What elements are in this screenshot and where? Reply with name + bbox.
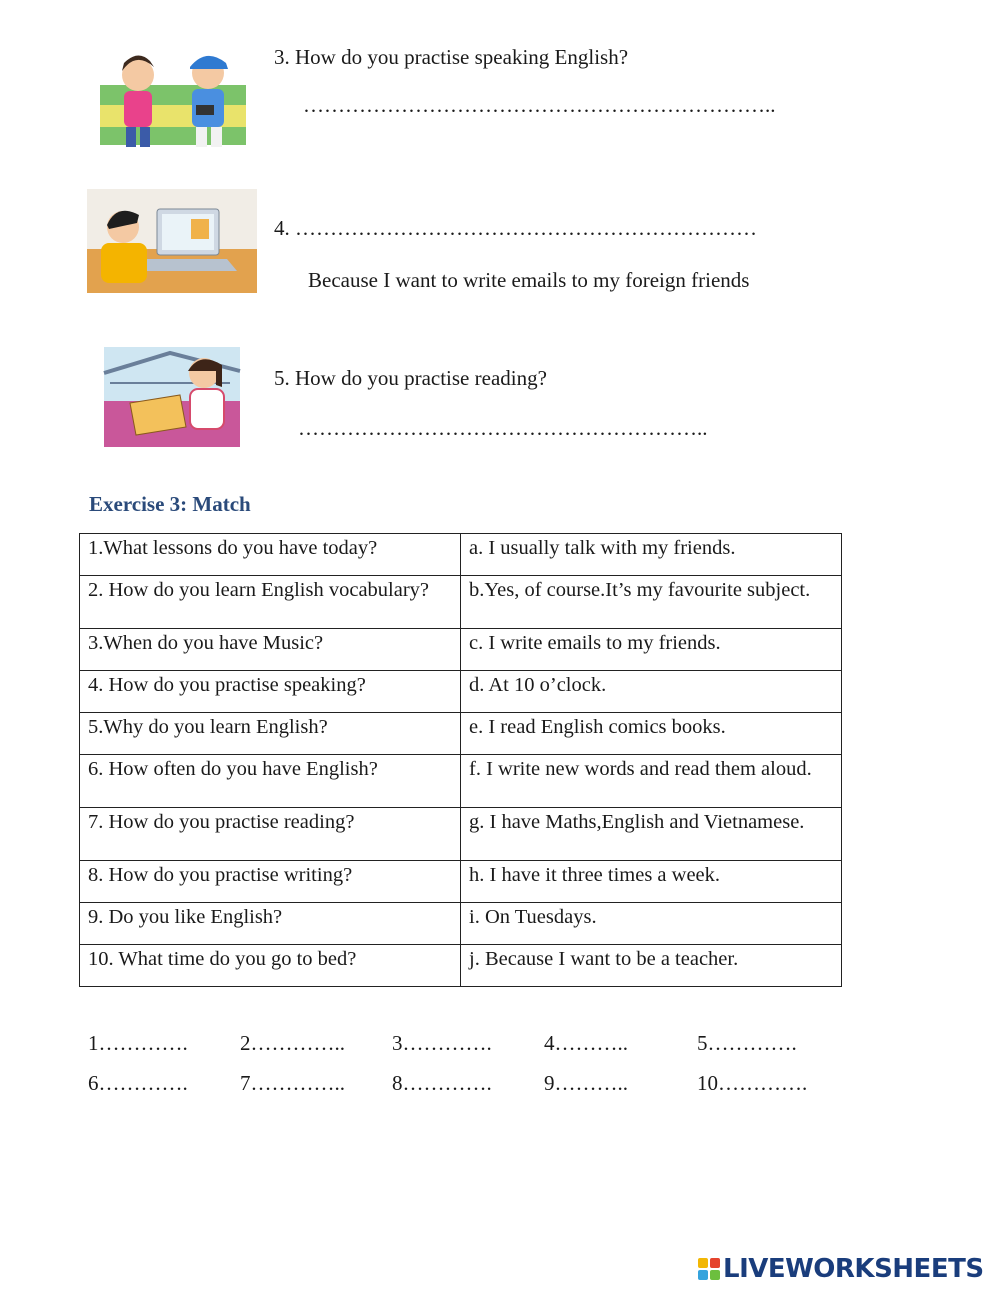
match-answer-option: j. Because I want to be a teacher. (461, 945, 842, 987)
match-answer-option: c. I write emails to my friends. (461, 629, 842, 671)
question-3-answer-line[interactable]: ………………………………………………………….. (303, 93, 776, 117)
table-row (80, 903, 842, 945)
match-question: 1.What lessons do you have today? (80, 534, 461, 576)
question-5-answer-line[interactable]: ………………………………………………….. (298, 416, 708, 440)
match-question: 7. How do you practise reading? (80, 808, 461, 861)
answer-blank-3[interactable]: 3…………. (392, 1031, 492, 1055)
boy-at-computer-illustration (87, 189, 257, 293)
match-question: 8. How do you practise writing? (80, 861, 461, 903)
match-answer-option: e. I read English comics books. (461, 713, 842, 755)
question-4-answer-line[interactable]: 4. ………………………………………………………… (274, 216, 757, 240)
match-answer-option: h. I have it three times a week. (461, 861, 842, 903)
answer-blank-1[interactable]: 1…………. (88, 1031, 188, 1055)
answer-blank-7[interactable]: 7………….. (240, 1071, 345, 1095)
match-answer-option: a. I usually talk with my friends. (461, 534, 842, 576)
question-3-text: 3. How do you practise speaking English? (274, 45, 629, 69)
girl-reading-comics-illustration (100, 343, 244, 451)
two-boys-talking-illustration (96, 45, 250, 155)
match-answer-option: i. On Tuesdays. (461, 903, 842, 945)
table-row (80, 755, 842, 808)
match-question: 4. How do you practise speaking? (80, 671, 461, 713)
table-row (80, 576, 842, 629)
match-question: 3.When do you have Music? (80, 629, 461, 671)
liveworksheets-logo-icon (698, 1258, 720, 1280)
match-answer-option: b.Yes, of course.It’s my favourite subject. (461, 576, 842, 629)
match-answer-option: f. I write new words and read them aloud. (461, 755, 842, 808)
exercise-3-title: Exercise 3: Match (89, 492, 251, 516)
match-question: 6. How often do you have English? (80, 755, 461, 808)
match-question: 9. Do you like English? (80, 903, 461, 945)
answer-blank-8[interactable]: 8…………. (392, 1071, 492, 1095)
table-row (80, 713, 842, 755)
table-row (80, 629, 842, 671)
question-4-given-answer: Because I want to write emails to my foreign friends (308, 268, 750, 292)
question-5-text: 5. How do you practise reading? (274, 366, 547, 390)
answer-blank-5[interactable]: 5…………. (697, 1031, 797, 1055)
match-table (79, 533, 842, 987)
liveworksheets-logo-text: LIVEWORKSHEETS (723, 1254, 984, 1284)
match-question: 2. How do you learn English vocabulary? (80, 576, 461, 629)
answer-blank-6[interactable]: 6…………. (88, 1071, 188, 1095)
answer-blanks-row-1 (88, 1031, 848, 1057)
table-row (80, 534, 842, 576)
liveworksheets-logo (698, 1254, 984, 1284)
answer-blank-9[interactable]: 9……….. (544, 1071, 628, 1095)
answer-blank-2[interactable]: 2………….. (240, 1031, 345, 1055)
match-question: 5.Why do you learn English? (80, 713, 461, 755)
answer-blanks-row-2 (88, 1071, 848, 1097)
table-row (80, 671, 842, 713)
table-row (80, 861, 842, 903)
answer-blank-10[interactable]: 10…………. (697, 1071, 808, 1095)
answer-blank-4[interactable]: 4……….. (544, 1031, 628, 1055)
match-answer-option: d. At 10 o’clock. (461, 671, 842, 713)
table-row (80, 808, 842, 861)
table-row (80, 945, 842, 987)
match-answer-option: g. I have Maths,English and Vietnamese. (461, 808, 842, 861)
match-question: 10. What time do you go to bed? (80, 945, 461, 987)
